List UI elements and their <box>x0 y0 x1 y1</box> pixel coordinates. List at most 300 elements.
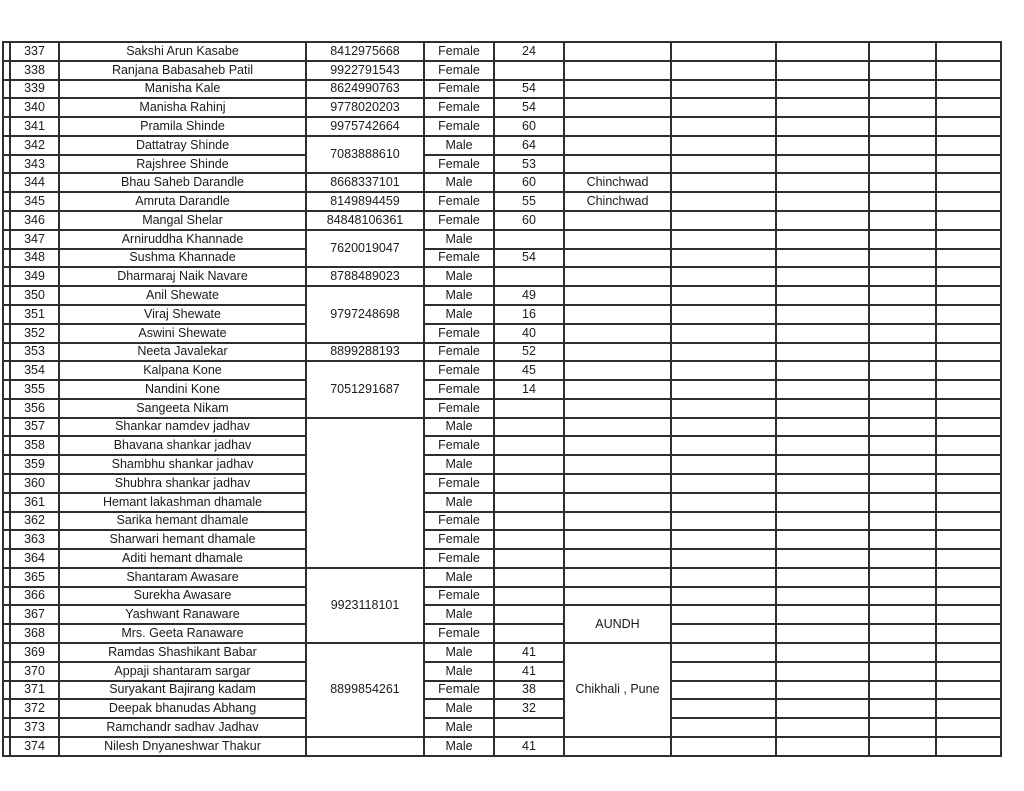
cell-empty <box>776 136 869 155</box>
cell-serial: 357 <box>10 418 59 437</box>
cell-gender: Male <box>424 643 494 662</box>
cell-empty <box>936 474 1001 493</box>
cell-name: Rajshree Shinde <box>59 155 306 174</box>
cell-empty <box>869 399 936 418</box>
table-row <box>3 474 1001 493</box>
cell-empty <box>869 98 936 117</box>
cell-name: Bhavana shankar jadhav <box>59 436 306 455</box>
cell-location <box>564 399 671 418</box>
cell-gender: Female <box>424 380 494 399</box>
cell-empty <box>671 418 776 437</box>
cell-name: Viraj Shewate <box>59 305 306 324</box>
cell-empty <box>671 380 776 399</box>
cell-serial: 374 <box>10 737 59 756</box>
cell-edge <box>3 605 10 624</box>
table-row <box>3 699 1001 718</box>
table-row <box>3 98 1001 117</box>
cell-age: 54 <box>494 98 564 117</box>
cell-empty <box>776 512 869 531</box>
cell-empty <box>671 643 776 662</box>
cell-name: Neeta Javalekar <box>59 343 306 362</box>
cell-name: Sharwari hemant dhamale <box>59 530 306 549</box>
cell-edge <box>3 512 10 531</box>
cell-serial: 369 <box>10 643 59 662</box>
cell-edge <box>3 117 10 136</box>
cell-serial: 339 <box>10 80 59 99</box>
cell-name: Nilesh Dnyaneshwar Thakur <box>59 737 306 756</box>
cell-empty <box>869 436 936 455</box>
cell-empty <box>671 399 776 418</box>
table-row <box>3 512 1001 531</box>
cell-empty <box>671 737 776 756</box>
cell-empty <box>776 173 869 192</box>
cell-empty <box>776 568 869 587</box>
cell-age <box>494 267 564 286</box>
table-row <box>3 380 1001 399</box>
cell-name: Yashwant Ranaware <box>59 605 306 624</box>
cell-empty <box>936 136 1001 155</box>
cell-empty <box>936 286 1001 305</box>
cell-location <box>564 455 671 474</box>
cell-empty <box>936 305 1001 324</box>
cell-gender: Female <box>424 192 494 211</box>
cell-name: Amruta Darandle <box>59 192 306 211</box>
cell-edge <box>3 455 10 474</box>
cell-gender: Female <box>424 117 494 136</box>
cell-location: Chinchwad <box>564 173 671 192</box>
cell-empty <box>776 587 869 606</box>
cell-gender: Female <box>424 343 494 362</box>
cell-edge <box>3 286 10 305</box>
cell-location <box>564 155 671 174</box>
cell-age: 38 <box>494 681 564 700</box>
cell-edge <box>3 549 10 568</box>
cell-empty <box>671 361 776 380</box>
cell-empty <box>776 117 869 136</box>
table-row <box>3 418 1001 437</box>
cell-empty <box>776 230 869 249</box>
cell-name: Ramchandr sadhav Jadhav <box>59 718 306 737</box>
cell-empty <box>671 681 776 700</box>
cell-empty <box>936 230 1001 249</box>
cell-edge <box>3 474 10 493</box>
cell-empty <box>936 587 1001 606</box>
roster-table-body <box>3 42 1001 756</box>
table-row <box>3 117 1001 136</box>
cell-edge <box>3 343 10 362</box>
cell-empty <box>936 493 1001 512</box>
table-row <box>3 343 1001 362</box>
cell-serial: 340 <box>10 98 59 117</box>
cell-empty <box>776 662 869 681</box>
cell-location <box>564 493 671 512</box>
cell-age: 54 <box>494 249 564 268</box>
cell-age <box>494 61 564 80</box>
cell-empty <box>671 80 776 99</box>
cell-edge <box>3 173 10 192</box>
cell-empty <box>869 605 936 624</box>
cell-empty <box>936 324 1001 343</box>
cell-empty <box>869 643 936 662</box>
cell-age <box>494 436 564 455</box>
cell-edge <box>3 699 10 718</box>
cell-serial: 346 <box>10 211 59 230</box>
cell-location <box>564 117 671 136</box>
table-row <box>3 399 1001 418</box>
cell-phone: 9797248698 <box>306 286 424 342</box>
cell-empty <box>869 549 936 568</box>
cell-serial: 337 <box>10 42 59 61</box>
cell-empty <box>671 587 776 606</box>
cell-age <box>494 474 564 493</box>
table-row <box>3 436 1001 455</box>
cell-age: 32 <box>494 699 564 718</box>
table-row <box>3 718 1001 737</box>
cell-empty <box>671 436 776 455</box>
cell-name: Mangal Shelar <box>59 211 306 230</box>
cell-age <box>494 493 564 512</box>
cell-name: Sakshi Arun Kasabe <box>59 42 306 61</box>
cell-gender: Female <box>424 42 494 61</box>
cell-empty <box>869 249 936 268</box>
cell-gender: Female <box>424 512 494 531</box>
cell-empty <box>936 699 1001 718</box>
cell-serial: 370 <box>10 662 59 681</box>
cell-empty <box>776 42 869 61</box>
cell-age: 52 <box>494 343 564 362</box>
cell-gender: Female <box>424 361 494 380</box>
cell-empty <box>671 286 776 305</box>
cell-empty <box>776 455 869 474</box>
cell-gender: Female <box>424 530 494 549</box>
cell-location <box>564 737 671 756</box>
table-row <box>3 305 1001 324</box>
cell-name: Dharmaraj Naik Navare <box>59 267 306 286</box>
cell-empty <box>936 530 1001 549</box>
cell-name: Mrs. Geeta Ranaware <box>59 624 306 643</box>
cell-empty <box>936 267 1001 286</box>
cell-empty <box>671 136 776 155</box>
table-row <box>3 361 1001 380</box>
cell-serial: 352 <box>10 324 59 343</box>
cell-edge <box>3 42 10 61</box>
cell-name: Sushma Khannade <box>59 249 306 268</box>
cell-age <box>494 455 564 474</box>
cell-name: Sarika hemant dhamale <box>59 512 306 531</box>
cell-empty <box>936 80 1001 99</box>
cell-age <box>494 530 564 549</box>
cell-gender: Female <box>424 474 494 493</box>
table-row <box>3 549 1001 568</box>
cell-name: Hemant lakashman dhamale <box>59 493 306 512</box>
cell-empty <box>936 549 1001 568</box>
cell-phone: 9922791543 <box>306 61 424 80</box>
cell-location <box>564 211 671 230</box>
cell-empty <box>869 61 936 80</box>
cell-empty <box>776 474 869 493</box>
cell-gender: Male <box>424 605 494 624</box>
cell-serial: 341 <box>10 117 59 136</box>
cell-empty <box>776 549 869 568</box>
cell-empty <box>671 549 776 568</box>
cell-empty <box>671 474 776 493</box>
cell-phone: 8899288193 <box>306 343 424 362</box>
cell-serial: 349 <box>10 267 59 286</box>
cell-gender: Male <box>424 173 494 192</box>
cell-name: Kalpana Kone <box>59 361 306 380</box>
cell-edge <box>3 662 10 681</box>
cell-serial: 363 <box>10 530 59 549</box>
cell-age: 16 <box>494 305 564 324</box>
cell-gender: Female <box>424 98 494 117</box>
cell-empty <box>869 718 936 737</box>
cell-gender: Male <box>424 305 494 324</box>
cell-edge <box>3 624 10 643</box>
cell-gender: Female <box>424 399 494 418</box>
cell-empty <box>869 155 936 174</box>
cell-empty <box>671 42 776 61</box>
cell-empty <box>936 192 1001 211</box>
cell-empty <box>671 98 776 117</box>
cell-gender: Female <box>424 587 494 606</box>
cell-empty <box>869 117 936 136</box>
cell-phone <box>306 418 424 568</box>
cell-empty <box>936 211 1001 230</box>
cell-phone: 8668337101 <box>306 173 424 192</box>
cell-name: Deepak bhanudas Abhang <box>59 699 306 718</box>
cell-name: Ranjana Babasaheb Patil <box>59 61 306 80</box>
cell-name: Surekha Awasare <box>59 587 306 606</box>
cell-empty <box>936 605 1001 624</box>
cell-serial: 359 <box>10 455 59 474</box>
table-row <box>3 230 1001 249</box>
cell-serial: 344 <box>10 173 59 192</box>
table-row <box>3 624 1001 643</box>
cell-phone: 8149894459 <box>306 192 424 211</box>
cell-location: Chikhali , Pune <box>564 643 671 737</box>
cell-gender: Female <box>424 80 494 99</box>
cell-empty <box>936 380 1001 399</box>
cell-gender: Male <box>424 267 494 286</box>
cell-serial: 356 <box>10 399 59 418</box>
cell-serial: 367 <box>10 605 59 624</box>
cell-serial: 347 <box>10 230 59 249</box>
cell-age <box>494 605 564 624</box>
table-row <box>3 737 1001 756</box>
cell-empty <box>776 493 869 512</box>
cell-empty <box>776 61 869 80</box>
cell-gender: Female <box>424 249 494 268</box>
cell-gender: Female <box>424 211 494 230</box>
cell-empty <box>936 173 1001 192</box>
cell-location <box>564 474 671 493</box>
cell-age: 60 <box>494 211 564 230</box>
cell-age: 41 <box>494 643 564 662</box>
cell-empty <box>776 305 869 324</box>
cell-serial: 351 <box>10 305 59 324</box>
cell-edge <box>3 718 10 737</box>
cell-name: Suryakant Bajirang kadam <box>59 681 306 700</box>
cell-empty <box>776 192 869 211</box>
table-row <box>3 681 1001 700</box>
cell-location <box>564 343 671 362</box>
cell-age: 45 <box>494 361 564 380</box>
cell-empty <box>671 155 776 174</box>
cell-empty <box>936 662 1001 681</box>
table-row <box>3 173 1001 192</box>
cell-serial: 361 <box>10 493 59 512</box>
cell-serial: 354 <box>10 361 59 380</box>
cell-empty <box>869 530 936 549</box>
cell-empty <box>869 80 936 99</box>
cell-edge <box>3 98 10 117</box>
cell-gender: Female <box>424 549 494 568</box>
cell-empty <box>936 455 1001 474</box>
cell-serial: 348 <box>10 249 59 268</box>
cell-edge <box>3 80 10 99</box>
cell-phone: 7051291687 <box>306 361 424 417</box>
cell-empty <box>869 737 936 756</box>
table-row <box>3 192 1001 211</box>
cell-name: Aditi hemant dhamale <box>59 549 306 568</box>
cell-serial: 360 <box>10 474 59 493</box>
cell-empty <box>671 455 776 474</box>
cell-empty <box>869 512 936 531</box>
cell-empty <box>869 42 936 61</box>
cell-empty <box>776 624 869 643</box>
cell-name: Sangeeta Nikam <box>59 399 306 418</box>
cell-serial: 343 <box>10 155 59 174</box>
cell-empty <box>671 61 776 80</box>
cell-serial: 353 <box>10 343 59 362</box>
cell-empty <box>776 249 869 268</box>
cell-location <box>564 80 671 99</box>
cell-serial: 358 <box>10 436 59 455</box>
table-row <box>3 530 1001 549</box>
cell-phone: 9975742664 <box>306 117 424 136</box>
cell-empty <box>936 737 1001 756</box>
cell-edge <box>3 192 10 211</box>
cell-empty <box>869 380 936 399</box>
cell-gender: Male <box>424 286 494 305</box>
cell-empty <box>869 173 936 192</box>
cell-location <box>564 512 671 531</box>
cell-empty <box>869 418 936 437</box>
cell-age: 14 <box>494 380 564 399</box>
cell-empty <box>671 192 776 211</box>
cell-gender: Female <box>424 324 494 343</box>
cell-phone: 8899854261 <box>306 643 424 737</box>
cell-age: 60 <box>494 173 564 192</box>
cell-empty <box>671 305 776 324</box>
cell-empty <box>776 211 869 230</box>
cell-empty <box>869 587 936 606</box>
cell-age: 53 <box>494 155 564 174</box>
cell-gender: Male <box>424 455 494 474</box>
cell-age: 49 <box>494 286 564 305</box>
cell-gender: Male <box>424 699 494 718</box>
cell-edge <box>3 380 10 399</box>
table-row <box>3 324 1001 343</box>
cell-location <box>564 305 671 324</box>
cell-edge <box>3 681 10 700</box>
cell-empty <box>776 737 869 756</box>
table-row <box>3 286 1001 305</box>
cell-empty <box>776 380 869 399</box>
cell-name: Nandini Kone <box>59 380 306 399</box>
cell-edge <box>3 305 10 324</box>
cell-gender: Male <box>424 493 494 512</box>
cell-location <box>564 568 671 587</box>
cell-name: Shubhra shankar jadhav <box>59 474 306 493</box>
cell-serial: 371 <box>10 681 59 700</box>
table-row <box>3 568 1001 587</box>
cell-empty <box>936 42 1001 61</box>
cell-empty <box>776 324 869 343</box>
cell-empty <box>936 361 1001 380</box>
cell-empty <box>936 98 1001 117</box>
cell-edge <box>3 324 10 343</box>
cell-location <box>564 549 671 568</box>
cell-gender: Male <box>424 718 494 737</box>
cell-empty <box>776 80 869 99</box>
cell-name: Bhau Saheb Darandle <box>59 173 306 192</box>
cell-empty <box>671 699 776 718</box>
cell-location <box>564 267 671 286</box>
cell-empty <box>936 643 1001 662</box>
cell-phone <box>306 737 424 756</box>
cell-name: Dattatray Shinde <box>59 136 306 155</box>
cell-empty <box>776 681 869 700</box>
cell-empty <box>776 418 869 437</box>
cell-empty <box>776 155 869 174</box>
cell-empty <box>776 699 869 718</box>
cell-edge <box>3 267 10 286</box>
cell-empty <box>776 343 869 362</box>
cell-empty <box>776 605 869 624</box>
cell-empty <box>776 530 869 549</box>
cell-empty <box>936 249 1001 268</box>
cell-empty <box>869 230 936 249</box>
cell-age <box>494 624 564 643</box>
cell-gender: Male <box>424 737 494 756</box>
cell-empty <box>776 436 869 455</box>
cell-location <box>564 530 671 549</box>
cell-gender: Male <box>424 418 494 437</box>
cell-empty <box>671 662 776 681</box>
cell-age: 64 <box>494 136 564 155</box>
cell-empty <box>671 211 776 230</box>
cell-serial: 355 <box>10 380 59 399</box>
roster-table <box>2 41 1002 757</box>
cell-edge <box>3 493 10 512</box>
cell-empty <box>936 418 1001 437</box>
cell-empty <box>671 493 776 512</box>
cell-empty <box>671 173 776 192</box>
cell-age: 54 <box>494 80 564 99</box>
cell-phone: 8412975668 <box>306 42 424 61</box>
cell-phone: 8788489023 <box>306 267 424 286</box>
cell-gender: Male <box>424 230 494 249</box>
cell-name: Manisha Rahinj <box>59 98 306 117</box>
cell-empty <box>776 98 869 117</box>
table-row <box>3 605 1001 624</box>
cell-name: Appaji shantaram sargar <box>59 662 306 681</box>
cell-empty <box>671 568 776 587</box>
cell-empty <box>869 324 936 343</box>
cell-empty <box>936 718 1001 737</box>
cell-age <box>494 418 564 437</box>
